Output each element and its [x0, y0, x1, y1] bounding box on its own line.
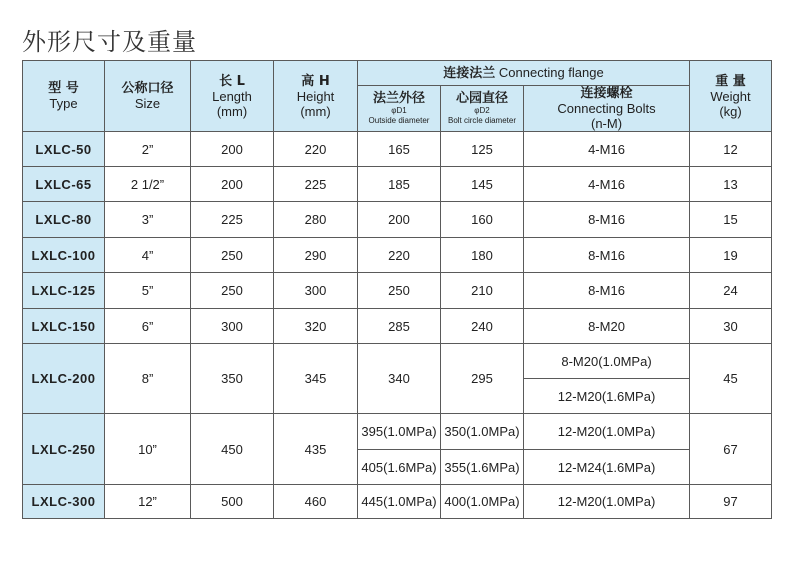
d2-cell: 145	[441, 167, 524, 202]
d1-cell: 165	[358, 132, 441, 167]
type-cell: LXLC-125	[23, 273, 105, 309]
header-type: 型 号 Type	[23, 61, 105, 132]
d2-cell: 240	[441, 309, 524, 344]
size-cell: 3”	[105, 202, 191, 238]
bolts-cell: 12-M24(1.6MPa)	[524, 450, 690, 485]
d2-cell: 210	[441, 273, 524, 309]
weight-cell: 97	[690, 485, 772, 519]
header-bolt-circle-diameter: 心园直径 φD2 Bolt circle diameter	[441, 86, 524, 132]
type-cell: LXLC-80	[23, 202, 105, 238]
weight-cell: 12	[690, 132, 772, 167]
size-cell: 4”	[105, 238, 191, 273]
height-cell: 460	[274, 485, 358, 519]
d2-cell: 295	[441, 344, 524, 414]
bolts-cell: 4-M16	[524, 132, 690, 167]
length-cell: 500	[191, 485, 274, 519]
size-cell: 6”	[105, 309, 191, 344]
header-row	[23, 61, 772, 86]
height-cell: 290	[274, 238, 358, 273]
table-row	[23, 485, 772, 519]
height-cell: 220	[274, 132, 358, 167]
bolts-cell: 8-M16	[524, 238, 690, 273]
table-row	[23, 202, 772, 238]
page-title: 外形尺寸及重量	[22, 28, 197, 56]
type-cell: LXLC-300	[23, 485, 105, 519]
weight-cell: 15	[690, 202, 772, 238]
height-cell: 435	[274, 414, 358, 485]
weight-cell: 67	[690, 414, 772, 485]
d1-cell: 185	[358, 167, 441, 202]
table-row	[23, 344, 772, 379]
size-cell: 10”	[105, 414, 191, 485]
length-cell: 250	[191, 273, 274, 309]
d1-cell: 405(1.6MPa)	[358, 450, 441, 485]
type-cell: LXLC-150	[23, 309, 105, 344]
header-size: 公称口径 Size	[105, 61, 191, 132]
d2-cell: 160	[441, 202, 524, 238]
weight-cell: 19	[690, 238, 772, 273]
d1-cell: 395(1.0MPa)	[358, 414, 441, 450]
table-row	[23, 238, 772, 273]
height-cell: 300	[274, 273, 358, 309]
length-cell: 250	[191, 238, 274, 273]
bolts-cell: 8-M16	[524, 202, 690, 238]
d2-cell: 125	[441, 132, 524, 167]
header-connecting-bolts: 连接螺栓 Connecting Bolts (n-M)	[524, 86, 690, 132]
d2-cell: 350(1.0MPa)	[441, 414, 524, 450]
d1-cell: 340	[358, 344, 441, 414]
weight-cell: 24	[690, 273, 772, 309]
size-cell: 8”	[105, 344, 191, 414]
weight-cell: 13	[690, 167, 772, 202]
size-cell: 5”	[105, 273, 191, 309]
type-cell: LXLC-250	[23, 414, 105, 485]
header-weight: 重 量 Weight (kg)	[690, 61, 772, 132]
type-cell: LXLC-50	[23, 132, 105, 167]
bolts-cell: 4-M16	[524, 167, 690, 202]
type-cell: LXLC-200	[23, 344, 105, 414]
height-cell: 320	[274, 309, 358, 344]
header-height: 高 H Height (mm)	[274, 61, 358, 132]
type-cell: LXLC-100	[23, 238, 105, 273]
d2-cell: 355(1.6MPa)	[441, 450, 524, 485]
header-length: 长 L Length (mm)	[191, 61, 274, 132]
bolts-cell: 8-M20	[524, 309, 690, 344]
d1-cell: 445(1.0MPa)	[358, 485, 441, 519]
bolts-cell: 8-M20(1.0MPa)	[524, 344, 690, 379]
length-cell: 300	[191, 309, 274, 344]
length-cell: 350	[191, 344, 274, 414]
bolts-cell: 12-M20(1.6MPa)	[524, 379, 690, 414]
table-row	[23, 273, 772, 309]
d1-cell: 250	[358, 273, 441, 309]
height-cell: 225	[274, 167, 358, 202]
length-cell: 450	[191, 414, 274, 485]
bolts-cell: 12-M20(1.0MPa)	[524, 414, 690, 450]
bolts-cell: 8-M16	[524, 273, 690, 309]
table-row	[23, 309, 772, 344]
size-cell: 2 1/2”	[105, 167, 191, 202]
d1-cell: 220	[358, 238, 441, 273]
d2-cell: 400(1.0MPa)	[441, 485, 524, 519]
table-row	[23, 132, 772, 167]
type-cell: LXLC-65	[23, 167, 105, 202]
size-cell: 2”	[105, 132, 191, 167]
table-row	[23, 167, 772, 202]
weight-cell: 30	[690, 309, 772, 344]
height-cell: 345	[274, 344, 358, 414]
length-cell: 225	[191, 202, 274, 238]
bolts-cell: 12-M20(1.0MPa)	[524, 485, 690, 519]
length-cell: 200	[191, 132, 274, 167]
spec-table	[22, 60, 772, 519]
weight-cell: 45	[690, 344, 772, 414]
height-cell: 280	[274, 202, 358, 238]
header-connecting-flange: 连接法兰 Connecting flange	[358, 61, 690, 86]
table-row	[23, 414, 772, 450]
d2-cell: 180	[441, 238, 524, 273]
d1-cell: 285	[358, 309, 441, 344]
d1-cell: 200	[358, 202, 441, 238]
length-cell: 200	[191, 167, 274, 202]
size-cell: 12”	[105, 485, 191, 519]
header-outside-diameter: 法兰外径 φD1 Outside diameter	[358, 86, 441, 132]
